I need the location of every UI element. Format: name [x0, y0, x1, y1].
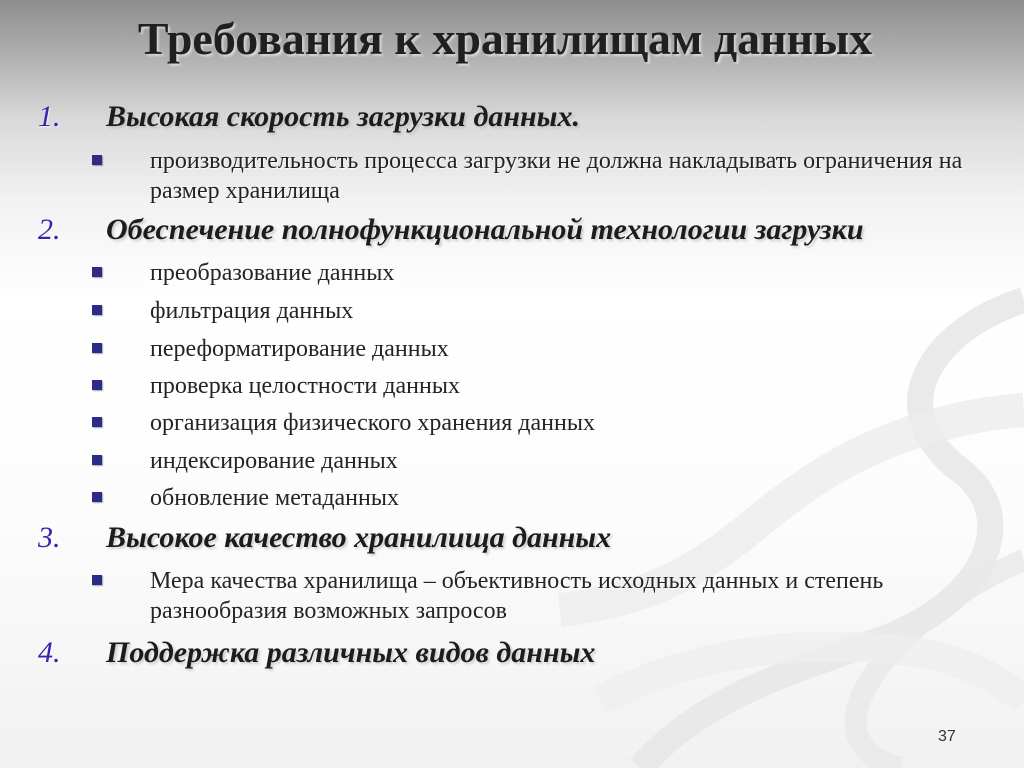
sub-item-text: фильтрация данных: [150, 298, 354, 324]
slide-title: Требования к хранилищам данных: [137, 13, 873, 64]
square-bullet-icon: [92, 492, 102, 502]
square-bullet-icon: [92, 380, 102, 390]
sub-item-text: переформатирование данных: [150, 336, 449, 362]
square-bullet-icon: [92, 343, 102, 353]
item-heading: Поддержка различных видов данных: [106, 636, 596, 669]
page-number: 37: [938, 728, 956, 745]
sub-item-text: производительность процесса загрузки не должна накладывать ограничения на размер хранилища: [150, 148, 963, 204]
item-number: 1.: [38, 100, 61, 133]
square-bullet-icon: [92, 455, 102, 465]
sub-item-text: индексирование данных: [150, 448, 398, 474]
item-number: 4.: [38, 636, 61, 669]
square-bullet-icon: [92, 155, 102, 165]
square-bullet-icon: [92, 575, 102, 585]
square-bullet-icon: [92, 267, 102, 277]
square-bullet-icon: [92, 305, 102, 315]
item-heading: Обеспечение полнофункциональной технологии загрузки: [106, 213, 864, 246]
item-number: 2.: [38, 213, 61, 246]
sub-item-text: проверка целостности данных: [150, 373, 460, 399]
square-bullet-icon: [92, 417, 102, 427]
sub-item-text: обновление метаданных: [150, 485, 399, 511]
item-number: 3.: [38, 521, 61, 554]
item-heading: Высокая скорость загрузки данных.: [106, 100, 580, 133]
sub-item-text: организация физического хранения данных: [150, 410, 595, 436]
item-heading: Высокое качество хранилища данных: [106, 521, 612, 554]
sub-item-text: преобразование данных: [150, 260, 395, 286]
sub-item-text: Мера качества хранилища – объективность исходных данных и степень разнообразия возможных запросов: [150, 568, 884, 624]
